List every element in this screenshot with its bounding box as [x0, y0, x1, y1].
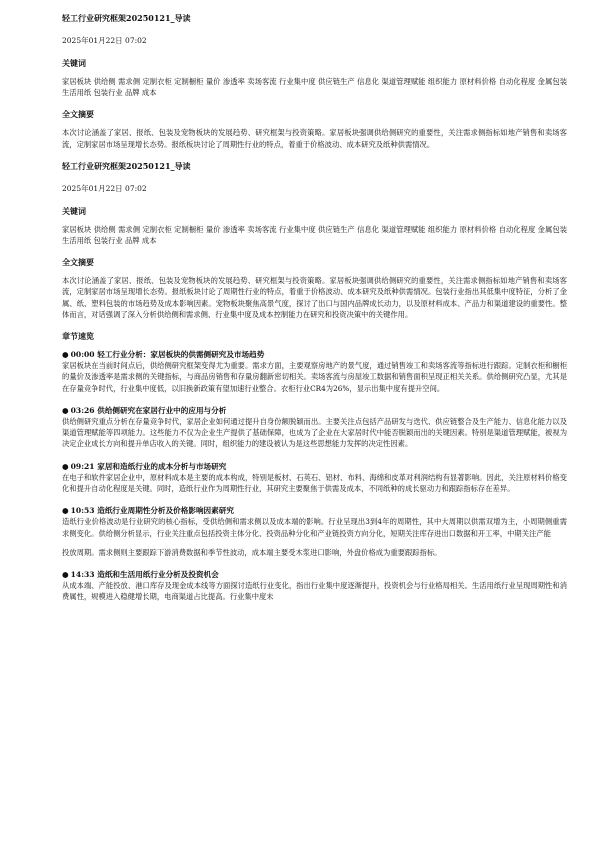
bullet-icon: ●	[62, 350, 69, 360]
chapter-body-continued: 投放周期。需求侧则主要跟踪下游消费数据和季节性波动，成本端主要受木浆进口影响，外盘价格成为重要跟踪指标。	[62, 547, 442, 557]
document-title: 轻工行业研究框架20250121_导读	[62, 13, 191, 23]
chapter-item	[62, 505, 567, 558]
chapters-heading: 章节速览	[62, 331, 94, 342]
chapter-item	[62, 569, 567, 603]
bullet-icon: ●	[62, 506, 69, 516]
summary-short-text: 本次讨论涵盖了家居、报纸、包装及宠物板块的发展趋势、研究框架与投资策略。家居板块强调供给侧研究的重要性，关注需求侧指标如地产销售和卖场客流，定制家居市场呈现增长态势。报纸板块讨论了周期性行业的特点，着重于价格波动、成本研究及纸种供需情况。	[62, 128, 567, 149]
chapter-item	[62, 405, 567, 450]
chapter-body: 从成本端、产能投放、港口库存及现金成本线等方面探讨造纸行业变化，指出行业集中度逐渐提升，投资机会与行业格局相关。生活用纸行业呈现周期性和消费属性，规模进入稳健增长期，电商渠道占比提高。行业集中度未	[62, 581, 567, 602]
summary-heading: 全文摘要	[62, 257, 94, 268]
bullet-icon: ●	[62, 461, 69, 471]
keywords-text: 家居板块 供给侧 需求侧 定制衣柜 定制橱柜 量价 渗透率 卖场客流 行业集中度 供应链生产 信息化 渠道管理赋能 组织能力 原材料价格 自动化程度 金属包装 生活用纸 包装行业 品牌 成本	[62, 224, 567, 246]
chapter-body: 在电子和软件家居企业中，原材料成本是主要的成本构成，特别是板材、石英石、铝材、布料、海绵和皮革对利润结构有显著影响。因此，关注原材料价格变化和提升自动化程度是关键。同时，造纸行业作为周期性行业，其研究主要聚焦于供需及成本，不同纸种的成长驱动力和跟踪指标存在差异。	[62, 472, 567, 494]
chapter-list	[62, 349, 567, 603]
chapter-title: ● 00:00 轻工行业分析：家居板块的供需侧研究及市场趋势	[62, 350, 265, 360]
chapter-title: ● 14:33 造纸和生活用纸行业分析及投资机会	[62, 570, 219, 580]
intro-block-1	[62, 12, 567, 150]
intro-block-2	[62, 160, 567, 342]
bullet-icon: ●	[62, 405, 69, 415]
bullet-icon: ●	[62, 570, 69, 580]
document-title: 轻工行业研究框架20250121_导读	[62, 160, 191, 171]
chapter-title: ● 03:26 供给侧研究在家居行业中的应用与分析	[62, 405, 227, 415]
document-date: 2025年01月22日 07:02	[62, 36, 147, 45]
chapter-item	[62, 349, 567, 394]
chapter-item	[62, 461, 567, 495]
chapter-body: 造纸行业价格波动是行业研究的核心指标，受供给侧和需求侧以及成本端的影响。行业呈现出3到4年的周期性，其中大周期以供需双增为主，小周期侧重需求侧变化。供给侧分析显示，行业关注重点包括投资主体分化、投资品种分化和产业链投资方向分化，短期关注库存进出口数据和开工率，中期关注产能	[62, 517, 567, 538]
chapter-body: 家居板块在当前时间点后，供给侧研究框架变得尤为重要。需求方面，主要观察房地产的景气度，通过销售竣工和卖场客流等指标进行跟踪。定制衣柜和橱柜的量价及渗透率是需求侧的关键指标，与商品房销售和存量房翻新密切相关。卖场客流与房屋竣工数据和销售面积呈现正相关关系。供给侧研究凸显，尤其是在存量竞争时代，行业集中度低，以旧换新政策有望加速行业整合。衣柜行业CR4为26%，显示出集中度有提升空间。	[62, 361, 567, 393]
keywords-heading: 关键词	[62, 58, 86, 68]
chapter-title: ● 10:53 造纸行业周期性分析及价格影响因素研究	[62, 506, 234, 516]
keywords-text: 家居板块 供给侧 需求侧 定制衣柜 定制橱柜 量价 渗透率 卖场客流 行业集中度 供应链生产 信息化 渠道管理赋能 组织能力 原材料价格 自动化程度 金属包装 生活用纸 包装行业 品牌 成本	[62, 77, 567, 98]
chapter-body: 供给侧研究重点分析在存量竞争时代，家居企业如何通过提升自身份额脱颖而出。主要关注点包括产品研发与迭代、供应链整合及生产能力、信息化能力以及渠道管理赋能等四项能力。这些能力不仅为企业生产提供了基础保障，也成为了企业在大家居时代中能否脱颖而出的关键因素。特别是渠道管理赋能，被视为决定企业成长方向和提升单店收入的关键。同时，组织能力的建设被认为是这些思想能力发挥的决定性因素。	[62, 417, 567, 449]
summary-full-text: 本次讨论涵盖了家居、报纸、包装及宠物板块的发展趋势、研究框架与投资策略。家居板块强调供给侧研究的重要性，关注需求侧指标如地产销售和卖场客流，定制家居市场呈现增长态势。报纸板块讨论了周期性行业的特点，着重于价格波动、成本研究及纸种供需情况。包装行业指出其低集中度特征，分析了金属、纸、塑料包装的市场趋势及成本影响因素。宠物板块聚焦高景气度，探讨了出口与国内品牌成长动力，以及原材料成本、产品力和渠道建设的重要性。整体而言，对话强调了深入分析供给侧和需求侧、行业集中度及成本控制能力在研究和投资决策中的关键作用。	[62, 276, 567, 319]
chapter-title: ● 09:21 家居和造纸行业的成本分析与市场研究	[62, 461, 227, 471]
summary-heading: 全文摘要	[62, 109, 94, 120]
document-date: 2025年01月22日 07:02	[62, 183, 147, 193]
keywords-heading: 关键词	[62, 205, 86, 216]
